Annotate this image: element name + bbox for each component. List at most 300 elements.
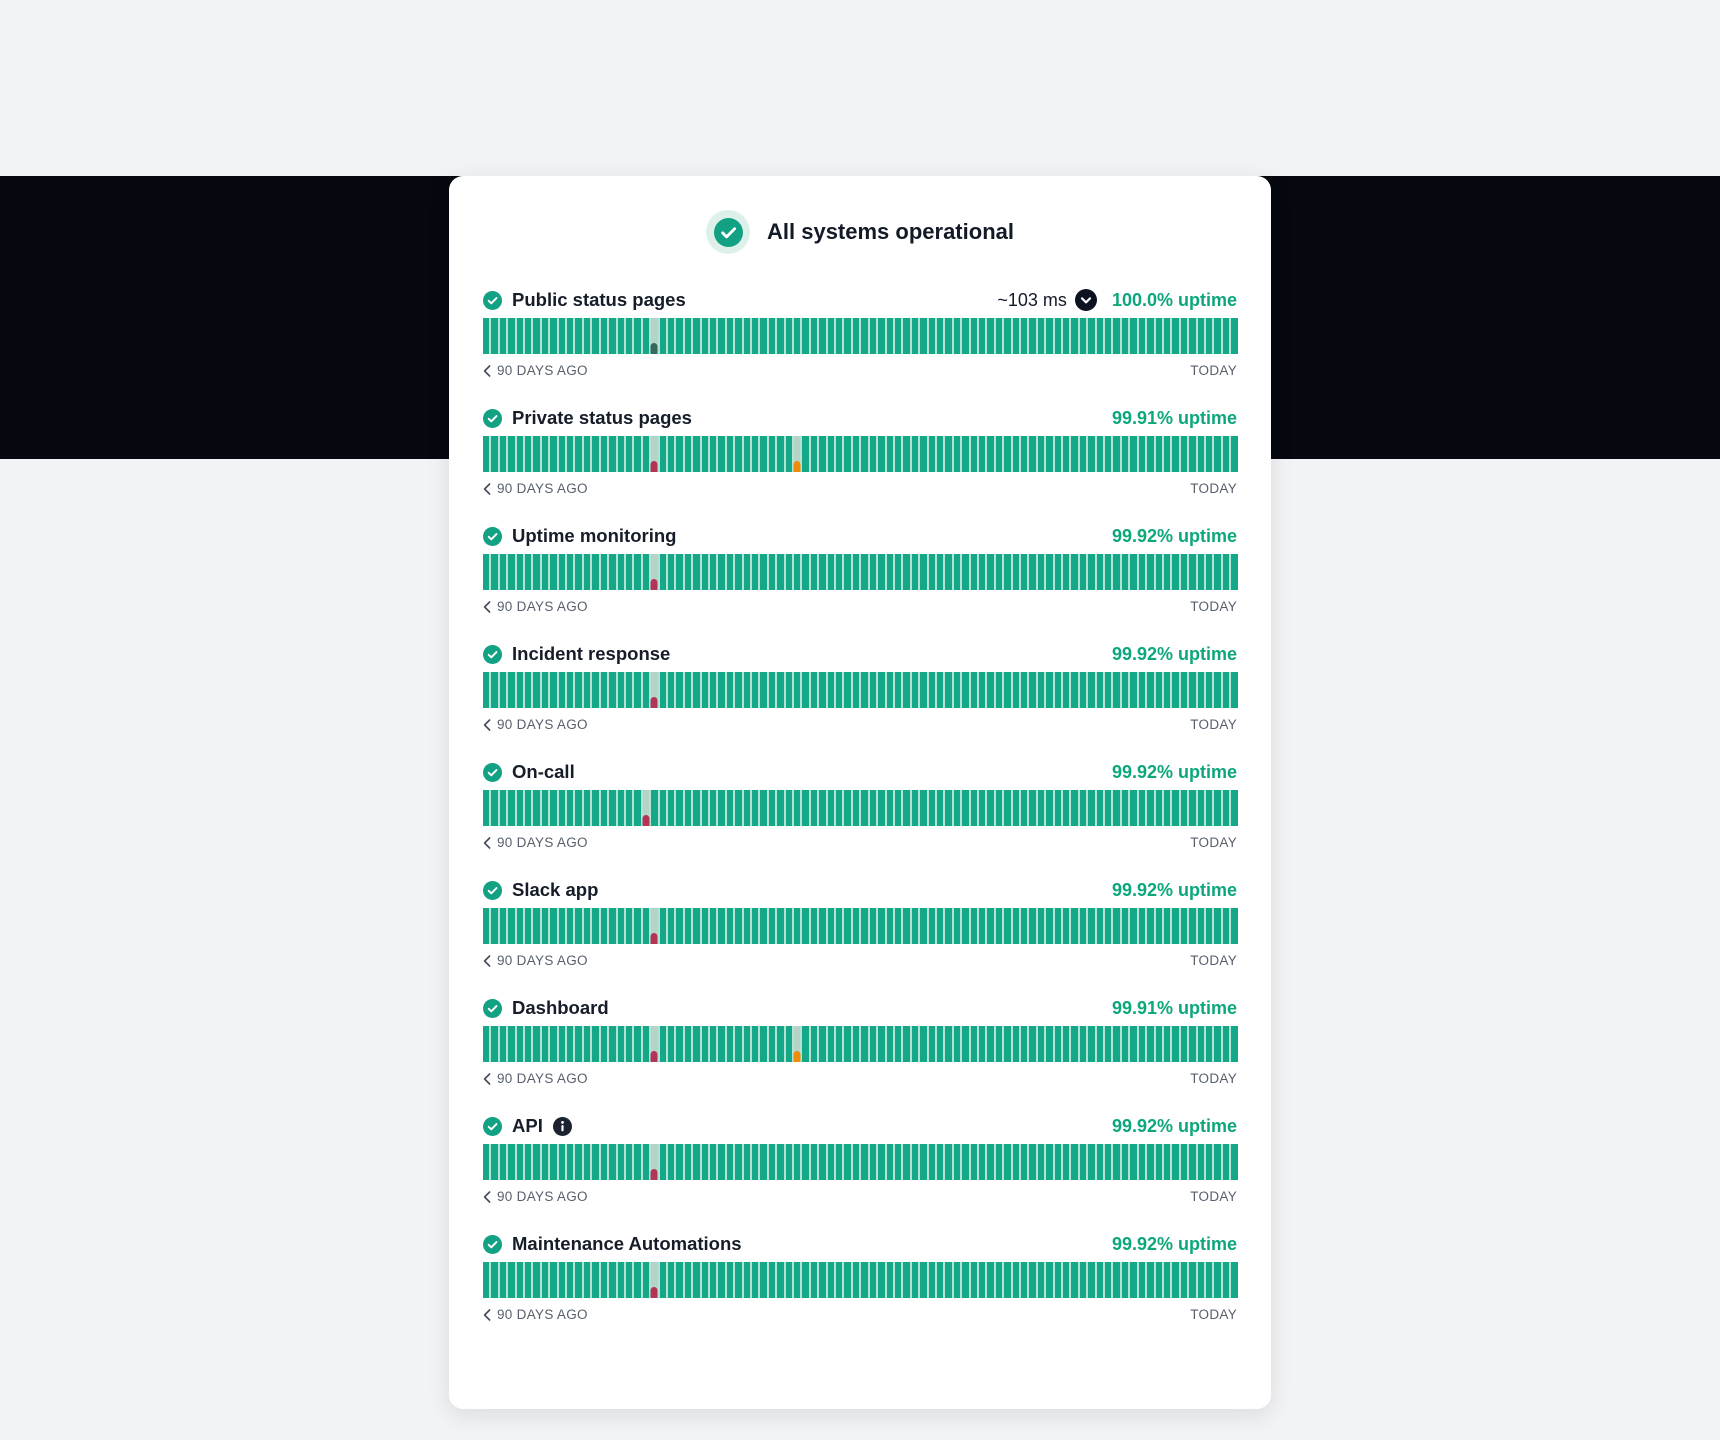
uptime-day-cell[interactable] xyxy=(525,318,531,354)
uptime-day-cell[interactable] xyxy=(651,790,657,826)
uptime-day-cell[interactable] xyxy=(575,790,581,826)
uptime-day-cell[interactable] xyxy=(693,1144,699,1180)
uptime-day-cell[interactable] xyxy=(1038,1144,1044,1180)
uptime-day-cell[interactable] xyxy=(550,1262,556,1298)
uptime-day-cell[interactable] xyxy=(971,1026,977,1062)
uptime-day-cell[interactable] xyxy=(861,908,867,944)
uptime-day-cell[interactable] xyxy=(1055,790,1061,826)
uptime-day-cell[interactable] xyxy=(1063,436,1069,472)
uptime-day-cell[interactable] xyxy=(1223,1262,1229,1298)
uptime-day-cell[interactable] xyxy=(987,672,993,708)
uptime-day-cell[interactable] xyxy=(744,672,750,708)
uptime-day-cell[interactable] xyxy=(878,1026,884,1062)
uptime-day-cell[interactable] xyxy=(550,1144,556,1180)
uptime-day-cell[interactable] xyxy=(559,318,565,354)
uptime-day-cell[interactable] xyxy=(744,1262,750,1298)
uptime-day-cell[interactable] xyxy=(954,908,960,944)
uptime-day-cell[interactable] xyxy=(685,1026,691,1062)
uptime-day-cell[interactable] xyxy=(912,554,918,590)
uptime-day-cell[interactable] xyxy=(1097,1144,1103,1180)
uptime-day-cell[interactable] xyxy=(1223,790,1229,826)
uptime-day-cell[interactable] xyxy=(1156,908,1162,944)
uptime-day-cell[interactable] xyxy=(929,672,935,708)
uptime-day-cell[interactable] xyxy=(1223,554,1229,590)
uptime-day-cell[interactable] xyxy=(1004,1262,1010,1298)
uptime-day-cell[interactable] xyxy=(660,1144,666,1180)
uptime-day-cell[interactable] xyxy=(567,554,573,590)
uptime-day-cell[interactable] xyxy=(1071,908,1077,944)
uptime-day-cell[interactable] xyxy=(870,790,876,826)
uptime-day-cell[interactable] xyxy=(1231,1144,1237,1180)
uptime-day-cell[interactable] xyxy=(668,554,674,590)
uptime-day-cell[interactable] xyxy=(1088,1026,1094,1062)
uptime-day-cell[interactable] xyxy=(676,1262,682,1298)
uptime-day-cell[interactable] xyxy=(819,1262,825,1298)
uptime-day-cell[interactable] xyxy=(609,1144,615,1180)
uptime-day-cell[interactable] xyxy=(794,1144,800,1180)
uptime-day-cell[interactable] xyxy=(517,1262,523,1298)
uptime-day-cell[interactable] xyxy=(1164,318,1170,354)
uptime-day-cell[interactable] xyxy=(769,1144,775,1180)
uptime-day-cell[interactable] xyxy=(987,1144,993,1180)
uptime-day-cell[interactable] xyxy=(651,318,657,354)
uptime-day-cell[interactable] xyxy=(1156,790,1162,826)
uptime-day-cell[interactable] xyxy=(794,672,800,708)
uptime-day-cell[interactable] xyxy=(584,672,590,708)
uptime-day-cell[interactable] xyxy=(668,1144,674,1180)
uptime-day-cell[interactable] xyxy=(1130,1026,1136,1062)
uptime-day-cell[interactable] xyxy=(1105,318,1111,354)
timeline-start[interactable] xyxy=(483,1307,588,1322)
uptime-day-cell[interactable] xyxy=(853,1262,859,1298)
uptime-day-cell[interactable] xyxy=(1088,318,1094,354)
uptime-day-cell[interactable] xyxy=(870,436,876,472)
uptime-day-cell[interactable] xyxy=(962,1144,968,1180)
uptime-day-cell[interactable] xyxy=(786,672,792,708)
uptime-day-cell[interactable] xyxy=(962,790,968,826)
uptime-day-cell[interactable] xyxy=(1122,554,1128,590)
uptime-day-cell[interactable] xyxy=(660,436,666,472)
uptime-day-cell[interactable] xyxy=(760,672,766,708)
uptime-day-cell[interactable] xyxy=(1105,672,1111,708)
uptime-day-cell[interactable] xyxy=(1147,790,1153,826)
uptime-day-cell[interactable] xyxy=(533,1144,539,1180)
uptime-day-cell[interactable] xyxy=(920,1144,926,1180)
uptime-day-cell[interactable] xyxy=(491,1026,497,1062)
uptime-day-cell[interactable] xyxy=(1063,1026,1069,1062)
uptime-day-cell[interactable] xyxy=(651,1026,657,1062)
uptime-day-cell[interactable] xyxy=(660,672,666,708)
uptime-day-cell[interactable] xyxy=(887,436,893,472)
uptime-day-cell[interactable] xyxy=(685,318,691,354)
uptime-day-cell[interactable] xyxy=(887,1144,893,1180)
uptime-day-cell[interactable] xyxy=(676,318,682,354)
uptime-day-cell[interactable] xyxy=(559,908,565,944)
uptime-day-cell[interactable] xyxy=(954,436,960,472)
uptime-day-cell[interactable] xyxy=(1038,1026,1044,1062)
uptime-day-cell[interactable] xyxy=(1046,318,1052,354)
uptime-day-cell[interactable] xyxy=(718,554,724,590)
uptime-day-cell[interactable] xyxy=(819,672,825,708)
uptime-day-cell[interactable] xyxy=(1147,554,1153,590)
uptime-day-cell[interactable] xyxy=(660,1262,666,1298)
uptime-day-cell[interactable] xyxy=(1055,672,1061,708)
uptime-day-cell[interactable] xyxy=(668,790,674,826)
uptime-day-cell[interactable] xyxy=(937,790,943,826)
uptime-day-cell[interactable] xyxy=(1080,1144,1086,1180)
uptime-day-cell[interactable] xyxy=(592,318,598,354)
uptime-day-cell[interactable] xyxy=(735,1144,741,1180)
uptime-day-cell[interactable] xyxy=(1046,790,1052,826)
uptime-day-cell[interactable] xyxy=(592,554,598,590)
uptime-day-cell[interactable] xyxy=(1097,1262,1103,1298)
uptime-day-cell[interactable] xyxy=(626,790,632,826)
uptime-day-cell[interactable] xyxy=(760,908,766,944)
uptime-day-cell[interactable] xyxy=(861,318,867,354)
uptime-day-cell[interactable] xyxy=(1013,1026,1019,1062)
uptime-day-cell[interactable] xyxy=(1071,436,1077,472)
uptime-day-cell[interactable] xyxy=(727,908,733,944)
uptime-day-cell[interactable] xyxy=(1206,790,1212,826)
uptime-day-cell[interactable] xyxy=(979,1262,985,1298)
uptime-day-cell[interactable] xyxy=(500,672,506,708)
uptime-day-cell[interactable] xyxy=(584,554,590,590)
uptime-day-cell[interactable] xyxy=(786,554,792,590)
uptime-day-cell[interactable] xyxy=(702,1262,708,1298)
uptime-day-cell[interactable] xyxy=(903,318,909,354)
uptime-day-cell[interactable] xyxy=(769,436,775,472)
uptime-day-cell[interactable] xyxy=(1156,672,1162,708)
uptime-day-cell[interactable] xyxy=(811,1262,817,1298)
uptime-day-cell[interactable] xyxy=(836,672,842,708)
uptime-day-cell[interactable] xyxy=(676,790,682,826)
uptime-day-cell[interactable] xyxy=(559,436,565,472)
uptime-day-cell[interactable] xyxy=(567,436,573,472)
uptime-day-cell[interactable] xyxy=(752,1026,758,1062)
uptime-day-cell[interactable] xyxy=(887,318,893,354)
uptime-day-cell[interactable] xyxy=(710,436,716,472)
uptime-day-cell[interactable] xyxy=(517,908,523,944)
uptime-day-cell[interactable] xyxy=(819,1026,825,1062)
uptime-day-cell[interactable] xyxy=(508,908,514,944)
uptime-day-cell[interactable] xyxy=(718,790,724,826)
uptime-day-cell[interactable] xyxy=(702,554,708,590)
uptime-day-cell[interactable] xyxy=(1097,554,1103,590)
uptime-day-cell[interactable] xyxy=(1122,790,1128,826)
uptime-history-bars[interactable] xyxy=(483,672,1237,708)
uptime-day-cell[interactable] xyxy=(752,436,758,472)
uptime-day-cell[interactable] xyxy=(1189,554,1195,590)
uptime-day-cell[interactable] xyxy=(945,436,951,472)
uptime-day-cell[interactable] xyxy=(861,1262,867,1298)
uptime-day-cell[interactable] xyxy=(500,1026,506,1062)
uptime-day-cell[interactable] xyxy=(500,1262,506,1298)
uptime-day-cell[interactable] xyxy=(920,672,926,708)
uptime-day-cell[interactable] xyxy=(1113,672,1119,708)
uptime-day-cell[interactable] xyxy=(618,908,624,944)
uptime-day-cell[interactable] xyxy=(508,1026,514,1062)
uptime-day-cell[interactable] xyxy=(979,672,985,708)
uptime-day-cell[interactable] xyxy=(626,1026,632,1062)
uptime-day-cell[interactable] xyxy=(945,908,951,944)
uptime-day-cell[interactable] xyxy=(1139,1026,1145,1062)
uptime-day-cell[interactable] xyxy=(601,790,607,826)
uptime-day-cell[interactable] xyxy=(517,436,523,472)
uptime-day-cell[interactable] xyxy=(517,318,523,354)
uptime-day-cell[interactable] xyxy=(634,436,640,472)
uptime-day-cell[interactable] xyxy=(1046,1144,1052,1180)
uptime-day-cell[interactable] xyxy=(1038,318,1044,354)
uptime-day-cell[interactable] xyxy=(710,318,716,354)
uptime-day-cell[interactable] xyxy=(929,1026,935,1062)
uptime-day-cell[interactable] xyxy=(1206,672,1212,708)
uptime-day-cell[interactable] xyxy=(634,554,640,590)
uptime-history-bars[interactable] xyxy=(483,554,1237,590)
uptime-day-cell[interactable] xyxy=(920,554,926,590)
timeline-start[interactable] xyxy=(483,835,588,850)
uptime-day-cell[interactable] xyxy=(668,672,674,708)
uptime-day-cell[interactable] xyxy=(752,908,758,944)
uptime-day-cell[interactable] xyxy=(878,672,884,708)
uptime-day-cell[interactable] xyxy=(609,1262,615,1298)
uptime-day-cell[interactable] xyxy=(626,908,632,944)
uptime-day-cell[interactable] xyxy=(693,1026,699,1062)
uptime-day-cell[interactable] xyxy=(1063,1144,1069,1180)
uptime-day-cell[interactable] xyxy=(1172,554,1178,590)
uptime-day-cell[interactable] xyxy=(744,436,750,472)
uptime-day-cell[interactable] xyxy=(718,1262,724,1298)
timeline-start[interactable] xyxy=(483,953,588,968)
uptime-day-cell[interactable] xyxy=(601,554,607,590)
uptime-day-cell[interactable] xyxy=(1097,672,1103,708)
uptime-day-cell[interactable] xyxy=(618,1262,624,1298)
uptime-day-cell[interactable] xyxy=(954,790,960,826)
uptime-day-cell[interactable] xyxy=(618,1144,624,1180)
uptime-day-cell[interactable] xyxy=(1021,1144,1027,1180)
uptime-day-cell[interactable] xyxy=(567,790,573,826)
uptime-day-cell[interactable] xyxy=(685,908,691,944)
uptime-day-cell[interactable] xyxy=(651,672,657,708)
uptime-day-cell[interactable] xyxy=(903,790,909,826)
uptime-day-cell[interactable] xyxy=(517,1144,523,1180)
uptime-day-cell[interactable] xyxy=(1105,1026,1111,1062)
uptime-day-cell[interactable] xyxy=(1214,1144,1220,1180)
uptime-day-cell[interactable] xyxy=(811,1144,817,1180)
uptime-day-cell[interactable] xyxy=(542,790,548,826)
uptime-day-cell[interactable] xyxy=(533,436,539,472)
uptime-day-cell[interactable] xyxy=(584,1144,590,1180)
uptime-day-cell[interactable] xyxy=(1156,1262,1162,1298)
uptime-day-cell[interactable] xyxy=(786,908,792,944)
uptime-day-cell[interactable] xyxy=(828,554,834,590)
uptime-day-cell[interactable] xyxy=(575,1026,581,1062)
uptime-day-cell[interactable] xyxy=(1223,1026,1229,1062)
uptime-day-cell[interactable] xyxy=(508,554,514,590)
uptime-day-cell[interactable] xyxy=(710,672,716,708)
uptime-day-cell[interactable] xyxy=(895,318,901,354)
uptime-day-cell[interactable] xyxy=(769,318,775,354)
uptime-history-bars[interactable] xyxy=(483,908,1237,944)
uptime-day-cell[interactable] xyxy=(987,1262,993,1298)
uptime-day-cell[interactable] xyxy=(634,1026,640,1062)
uptime-day-cell[interactable] xyxy=(1164,790,1170,826)
uptime-day-cell[interactable] xyxy=(609,672,615,708)
uptime-day-cell[interactable] xyxy=(1004,790,1010,826)
uptime-day-cell[interactable] xyxy=(1071,1026,1077,1062)
uptime-day-cell[interactable] xyxy=(618,1026,624,1062)
uptime-day-cell[interactable] xyxy=(1021,672,1027,708)
uptime-day-cell[interactable] xyxy=(1063,318,1069,354)
uptime-day-cell[interactable] xyxy=(769,1026,775,1062)
uptime-day-cell[interactable] xyxy=(525,436,531,472)
uptime-day-cell[interactable] xyxy=(727,318,733,354)
uptime-day-cell[interactable] xyxy=(1122,1262,1128,1298)
uptime-day-cell[interactable] xyxy=(769,790,775,826)
uptime-day-cell[interactable] xyxy=(660,790,666,826)
uptime-day-cell[interactable] xyxy=(744,908,750,944)
uptime-day-cell[interactable] xyxy=(550,554,556,590)
uptime-day-cell[interactable] xyxy=(1130,908,1136,944)
uptime-day-cell[interactable] xyxy=(777,436,783,472)
uptime-day-cell[interactable] xyxy=(1181,790,1187,826)
uptime-day-cell[interactable] xyxy=(945,1026,951,1062)
uptime-day-cell[interactable] xyxy=(1063,1262,1069,1298)
uptime-day-cell[interactable] xyxy=(651,436,657,472)
uptime-day-cell[interactable] xyxy=(693,672,699,708)
uptime-day-cell[interactable] xyxy=(525,554,531,590)
uptime-day-cell[interactable] xyxy=(508,790,514,826)
info-icon[interactable] xyxy=(553,1117,572,1136)
uptime-day-cell[interactable] xyxy=(710,908,716,944)
uptime-day-cell[interactable] xyxy=(1080,1026,1086,1062)
uptime-day-cell[interactable] xyxy=(962,436,968,472)
uptime-day-cell[interactable] xyxy=(777,790,783,826)
uptime-day-cell[interactable] xyxy=(1021,908,1027,944)
uptime-day-cell[interactable] xyxy=(937,1262,943,1298)
uptime-day-cell[interactable] xyxy=(760,1026,766,1062)
uptime-day-cell[interactable] xyxy=(945,554,951,590)
uptime-day-cell[interactable] xyxy=(853,1026,859,1062)
uptime-day-cell[interactable] xyxy=(609,908,615,944)
uptime-day-cell[interactable] xyxy=(1198,908,1204,944)
uptime-day-cell[interactable] xyxy=(870,908,876,944)
uptime-day-cell[interactable] xyxy=(618,672,624,708)
uptime-day-cell[interactable] xyxy=(1055,1144,1061,1180)
uptime-day-cell[interactable] xyxy=(1063,908,1069,944)
uptime-day-cell[interactable] xyxy=(1164,1026,1170,1062)
uptime-day-cell[interactable] xyxy=(1164,1144,1170,1180)
uptime-day-cell[interactable] xyxy=(1206,1026,1212,1062)
uptime-day-cell[interactable] xyxy=(979,318,985,354)
uptime-day-cell[interactable] xyxy=(634,790,640,826)
uptime-day-cell[interactable] xyxy=(718,436,724,472)
uptime-day-cell[interactable] xyxy=(1223,318,1229,354)
uptime-day-cell[interactable] xyxy=(945,318,951,354)
uptime-day-cell[interactable] xyxy=(634,1262,640,1298)
uptime-day-cell[interactable] xyxy=(1071,1262,1077,1298)
uptime-day-cell[interactable] xyxy=(702,436,708,472)
uptime-day-cell[interactable] xyxy=(861,1026,867,1062)
uptime-day-cell[interactable] xyxy=(483,1026,489,1062)
uptime-day-cell[interactable] xyxy=(1130,1144,1136,1180)
uptime-day-cell[interactable] xyxy=(760,1262,766,1298)
uptime-day-cell[interactable] xyxy=(542,908,548,944)
uptime-day-cell[interactable] xyxy=(618,318,624,354)
uptime-day-cell[interactable] xyxy=(887,554,893,590)
uptime-day-cell[interactable] xyxy=(1231,908,1237,944)
uptime-day-cell[interactable] xyxy=(1172,672,1178,708)
uptime-day-cell[interactable] xyxy=(1214,672,1220,708)
uptime-day-cell[interactable] xyxy=(1189,318,1195,354)
uptime-day-cell[interactable] xyxy=(559,1262,565,1298)
uptime-day-cell[interactable] xyxy=(491,908,497,944)
uptime-day-cell[interactable] xyxy=(710,1144,716,1180)
uptime-day-cell[interactable] xyxy=(1046,1262,1052,1298)
uptime-day-cell[interactable] xyxy=(643,672,649,708)
uptime-day-cell[interactable] xyxy=(601,1262,607,1298)
uptime-day-cell[interactable] xyxy=(660,554,666,590)
uptime-day-cell[interactable] xyxy=(794,790,800,826)
uptime-day-cell[interactable] xyxy=(1122,318,1128,354)
uptime-day-cell[interactable] xyxy=(777,554,783,590)
uptime-day-cell[interactable] xyxy=(609,554,615,590)
uptime-day-cell[interactable] xyxy=(1130,318,1136,354)
uptime-day-cell[interactable] xyxy=(525,790,531,826)
uptime-day-cell[interactable] xyxy=(912,1144,918,1180)
uptime-day-cell[interactable] xyxy=(533,790,539,826)
uptime-day-cell[interactable] xyxy=(718,672,724,708)
uptime-day-cell[interactable] xyxy=(735,1026,741,1062)
uptime-day-cell[interactable] xyxy=(929,554,935,590)
uptime-day-cell[interactable] xyxy=(618,554,624,590)
uptime-day-cell[interactable] xyxy=(575,1144,581,1180)
uptime-day-cell[interactable] xyxy=(1231,790,1237,826)
uptime-day-cell[interactable] xyxy=(592,1026,598,1062)
uptime-day-cell[interactable] xyxy=(996,672,1002,708)
uptime-day-cell[interactable] xyxy=(1139,436,1145,472)
uptime-day-cell[interactable] xyxy=(533,1026,539,1062)
uptime-day-cell[interactable] xyxy=(760,554,766,590)
uptime-day-cell[interactable] xyxy=(1113,436,1119,472)
uptime-day-cell[interactable] xyxy=(962,318,968,354)
uptime-day-cell[interactable] xyxy=(920,908,926,944)
uptime-day-cell[interactable] xyxy=(954,554,960,590)
uptime-day-cell[interactable] xyxy=(1021,790,1027,826)
uptime-day-cell[interactable] xyxy=(1029,672,1035,708)
uptime-day-cell[interactable] xyxy=(1214,436,1220,472)
uptime-day-cell[interactable] xyxy=(777,908,783,944)
uptime-day-cell[interactable] xyxy=(626,554,632,590)
uptime-day-cell[interactable] xyxy=(643,436,649,472)
uptime-day-cell[interactable] xyxy=(929,908,935,944)
uptime-day-cell[interactable] xyxy=(971,672,977,708)
uptime-day-cell[interactable] xyxy=(836,554,842,590)
uptime-day-cell[interactable] xyxy=(895,790,901,826)
uptime-day-cell[interactable] xyxy=(929,790,935,826)
uptime-day-cell[interactable] xyxy=(517,672,523,708)
uptime-day-cell[interactable] xyxy=(1223,436,1229,472)
uptime-day-cell[interactable] xyxy=(1181,436,1187,472)
uptime-day-cell[interactable] xyxy=(643,1026,649,1062)
uptime-day-cell[interactable] xyxy=(1231,1262,1237,1298)
uptime-day-cell[interactable] xyxy=(618,790,624,826)
uptime-day-cell[interactable] xyxy=(887,790,893,826)
uptime-day-cell[interactable] xyxy=(1156,1144,1162,1180)
uptime-day-cell[interactable] xyxy=(802,1026,808,1062)
uptime-day-cell[interactable] xyxy=(567,1026,573,1062)
uptime-day-cell[interactable] xyxy=(996,1026,1002,1062)
uptime-day-cell[interactable] xyxy=(786,790,792,826)
